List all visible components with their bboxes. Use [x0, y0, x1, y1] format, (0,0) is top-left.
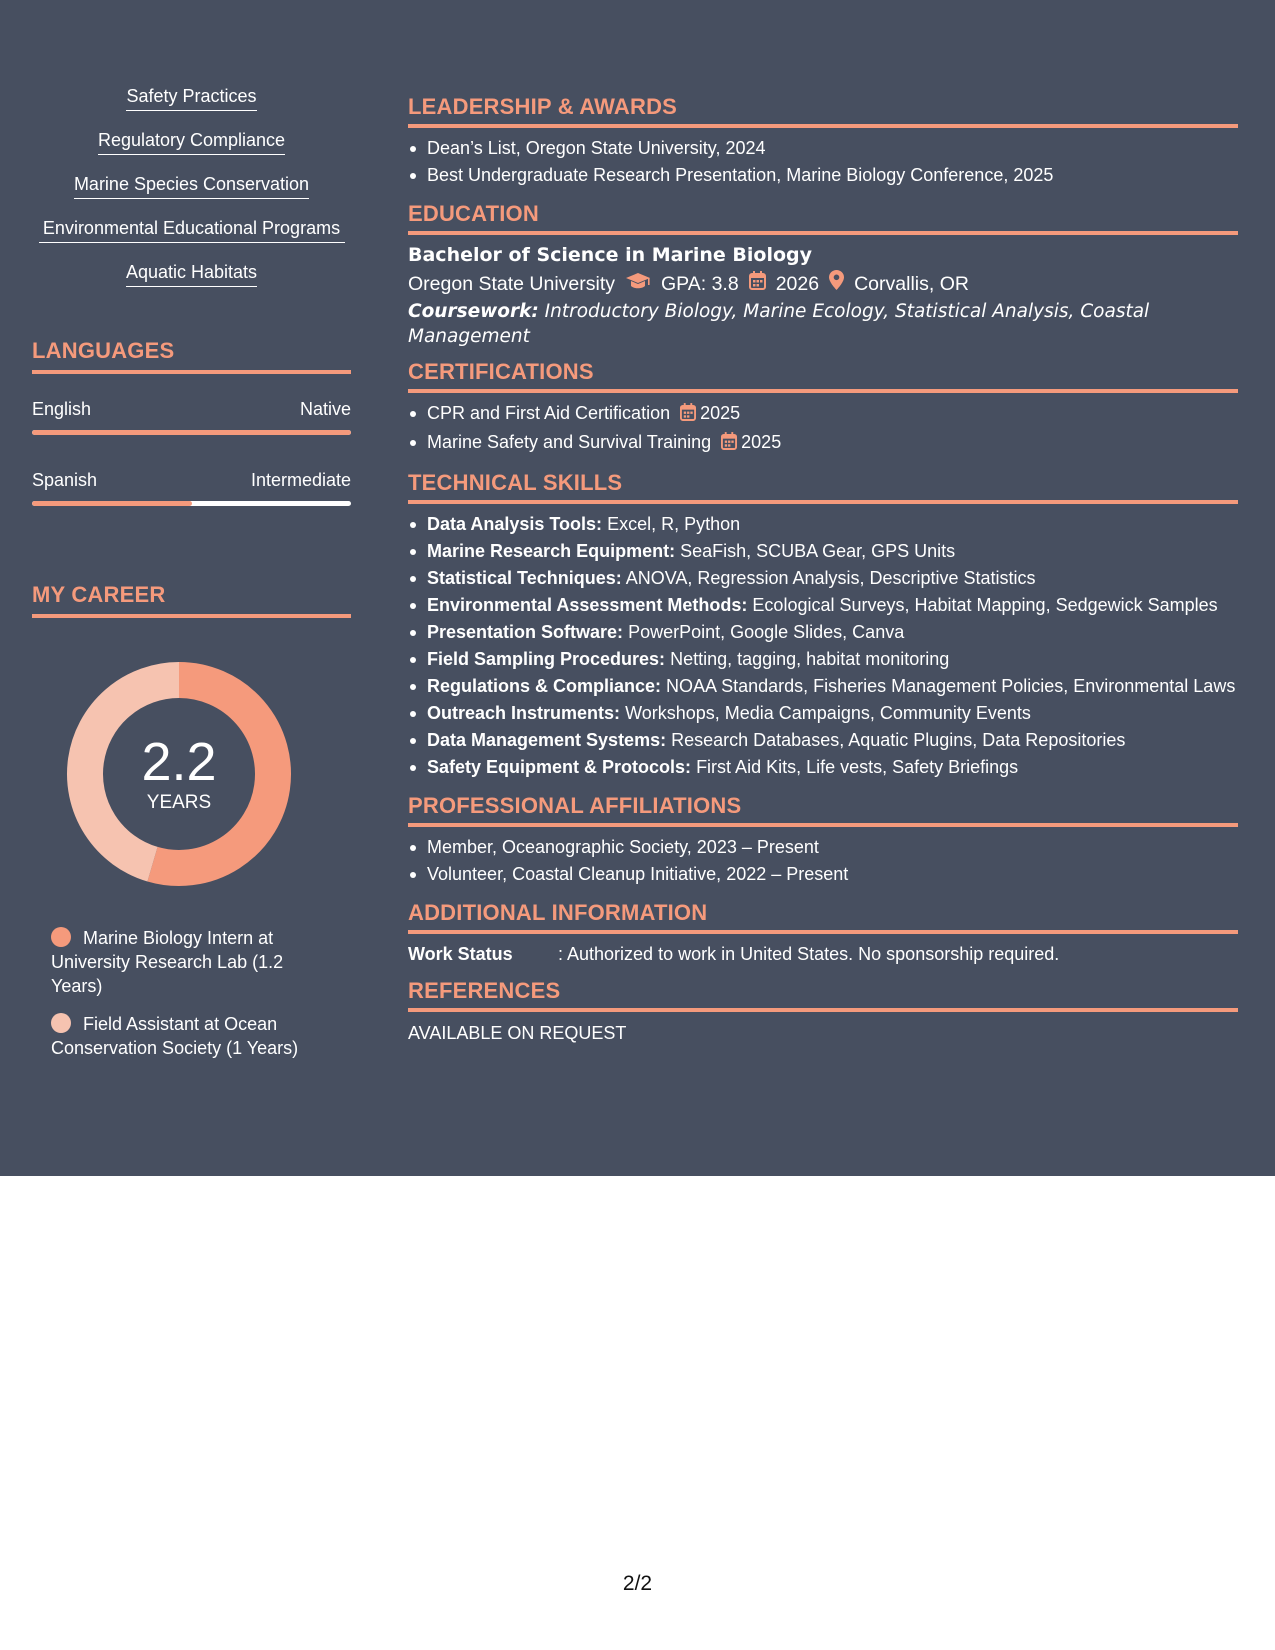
technical-skill-label: Environmental Assessment Methods: [427, 595, 748, 615]
language-bar [32, 430, 351, 435]
technical-skill-item [408, 511, 1238, 538]
certification-name: CPR and First Aid Certification [427, 403, 671, 423]
legend-dot-icon [51, 1013, 71, 1033]
technical-skill-value: Research Databases, Aquatic Plugins, Data Repositories [671, 730, 1126, 750]
technical-skill-label: Outreach Instruments: [427, 703, 621, 723]
technical-skill-label: Data Analysis Tools: [427, 514, 603, 534]
language-name: English [32, 399, 92, 419]
list-item: Dean’s List, Oregon State University, 2024 [408, 135, 1238, 162]
career-role-label: Field Assistant at Ocean Conservation Society (1 Years) [51, 1014, 299, 1058]
languages-heading: LANGUAGES [32, 338, 351, 374]
education-degree: Bachelor of Science in Marine Biology [408, 244, 812, 266]
leadership-heading: LEADERSHIP & AWARDS [408, 94, 1238, 128]
calendar-icon [721, 431, 737, 458]
additional-info-heading: ADDITIONAL INFORMATION [408, 900, 1238, 934]
technical-skills-list [408, 511, 1238, 781]
career-total-years: 2.2 [141, 732, 217, 792]
coursework-label: Coursework: [408, 301, 539, 322]
skill-tags [32, 84, 351, 304]
skill-tag: Environmental Educational Programs [39, 216, 345, 243]
list-item: Member, Oceanographic Society, 2023 – Present [408, 834, 1238, 861]
leadership-list [408, 135, 1238, 189]
technical-skill-label: Field Sampling Procedures: [427, 649, 666, 669]
career-legend [51, 926, 321, 1060]
education-heading: EDUCATION [408, 201, 1238, 235]
left-column [32, 84, 351, 1074]
skill-tag: Marine Species Conservation [74, 172, 309, 199]
technical-skill-value: Netting, tagging, habitat monitoring [670, 649, 950, 669]
list-item: Best Undergraduate Research Presentation, Marine Biology Conference, 2025 [408, 162, 1238, 189]
certification-year: 2025 [700, 403, 741, 423]
technical-skill-item [408, 538, 1238, 565]
career-role-label: Marine Biology Intern at University Research Lab (1.2 Years) [51, 928, 284, 996]
certification-name: Marine Safety and Survival Training [427, 432, 712, 452]
page-number: 2/2 [622, 1572, 653, 1595]
technical-skill-item [408, 673, 1238, 700]
technical-skill-value: ANOVA, Regression Analysis, Descriptive Statistics [625, 568, 1036, 588]
technical-skill-item [408, 646, 1238, 673]
education-details [408, 269, 1238, 299]
skill-tag: Aquatic Habitats [126, 260, 257, 287]
education-coursework [408, 299, 1238, 349]
work-status-label: Work Status [408, 944, 513, 964]
work-status-value: : Authorized to work in United States. No sponsorship required. [558, 944, 1060, 964]
list-item: Volunteer, Coastal Cleanup Initiative, 2022 – Present [408, 861, 1238, 888]
technical-skill-item [408, 565, 1238, 592]
language-level: Intermediate [250, 470, 351, 490]
list-item [408, 400, 1238, 429]
certifications-heading: CERTIFICATIONS [408, 359, 1238, 393]
certification-year: 2025 [741, 432, 782, 452]
map-pin-icon [829, 269, 844, 299]
technical-skill-label: Statistical Techniques: [427, 568, 622, 588]
technical-skill-label: Presentation Software: [427, 622, 624, 642]
calendar-icon [680, 402, 696, 429]
technical-skill-value: SeaFish, SCUBA Gear, GPS Units [680, 541, 956, 561]
technical-skill-item [408, 727, 1238, 754]
technical-skill-label: Regulations & Compliance: [427, 676, 662, 696]
references-text: AVAILABLE ON REQUEST [408, 1023, 627, 1043]
graduation-cap-icon [625, 269, 651, 299]
career-legend-item [51, 926, 321, 998]
language-english [32, 398, 351, 435]
technical-skill-value: Workshops, Media Campaigns, Community Events [625, 703, 1031, 723]
right-column [408, 94, 1238, 1046]
technical-skill-item [408, 619, 1238, 646]
technical-skill-label: Data Management Systems: [427, 730, 667, 750]
technical-skills-heading: TECHNICAL SKILLS [408, 470, 1238, 504]
coursework-list: Introductory Biology, Marine Ecology, Statistical Analysis, Coastal Management [408, 301, 1150, 347]
education-location: Corvallis, OR [854, 273, 969, 295]
technical-skill-value: Excel, R, Python [607, 514, 741, 534]
technical-skill-value: PowerPoint, Google Slides, Canva [628, 622, 905, 642]
skill-tag: Safety Practices [126, 84, 256, 111]
career-years-unit: YEARS [146, 792, 212, 813]
calendar-icon [749, 269, 766, 299]
technical-skill-label: Marine Research Equipment: [427, 541, 676, 561]
language-bar-fill [32, 430, 351, 435]
language-spanish [32, 469, 351, 506]
career-donut-chart [65, 660, 293, 888]
technical-skill-item [408, 592, 1238, 619]
career-heading: MY CAREER [32, 582, 351, 618]
education-gpa: GPA: 3.8 [661, 273, 739, 295]
education-school: Oregon State University [408, 273, 616, 295]
list-item [408, 429, 1238, 458]
technical-skill-value: NOAA Standards, Fisheries Management Policies, Environmental Laws [666, 676, 1236, 696]
technical-skill-item [408, 700, 1238, 727]
references-heading: REFERENCES [408, 978, 1238, 1012]
work-status-row [408, 940, 1238, 968]
technical-skill-label: Safety Equipment & Protocols: [427, 757, 692, 777]
technical-skill-value: First Aid Kits, Life vests, Safety Briefings [696, 757, 1019, 777]
career-legend-item [51, 1012, 321, 1060]
technical-skill-value: Ecological Surveys, Habitat Mapping, Sedgewick Samples [752, 595, 1218, 615]
affiliations-list [408, 834, 1238, 888]
language-name: Spanish [32, 470, 98, 490]
language-level: Native [299, 399, 351, 419]
language-bar-fill [32, 501, 192, 506]
technical-skill-item [408, 754, 1238, 781]
affiliations-heading: PROFESSIONAL AFFILIATIONS [408, 793, 1238, 827]
education-year: 2026 [775, 273, 820, 295]
language-bar [32, 501, 351, 506]
legend-dot-icon [51, 927, 71, 947]
skill-tag: Regulatory Compliance [98, 128, 285, 155]
certifications-list [408, 400, 1238, 458]
